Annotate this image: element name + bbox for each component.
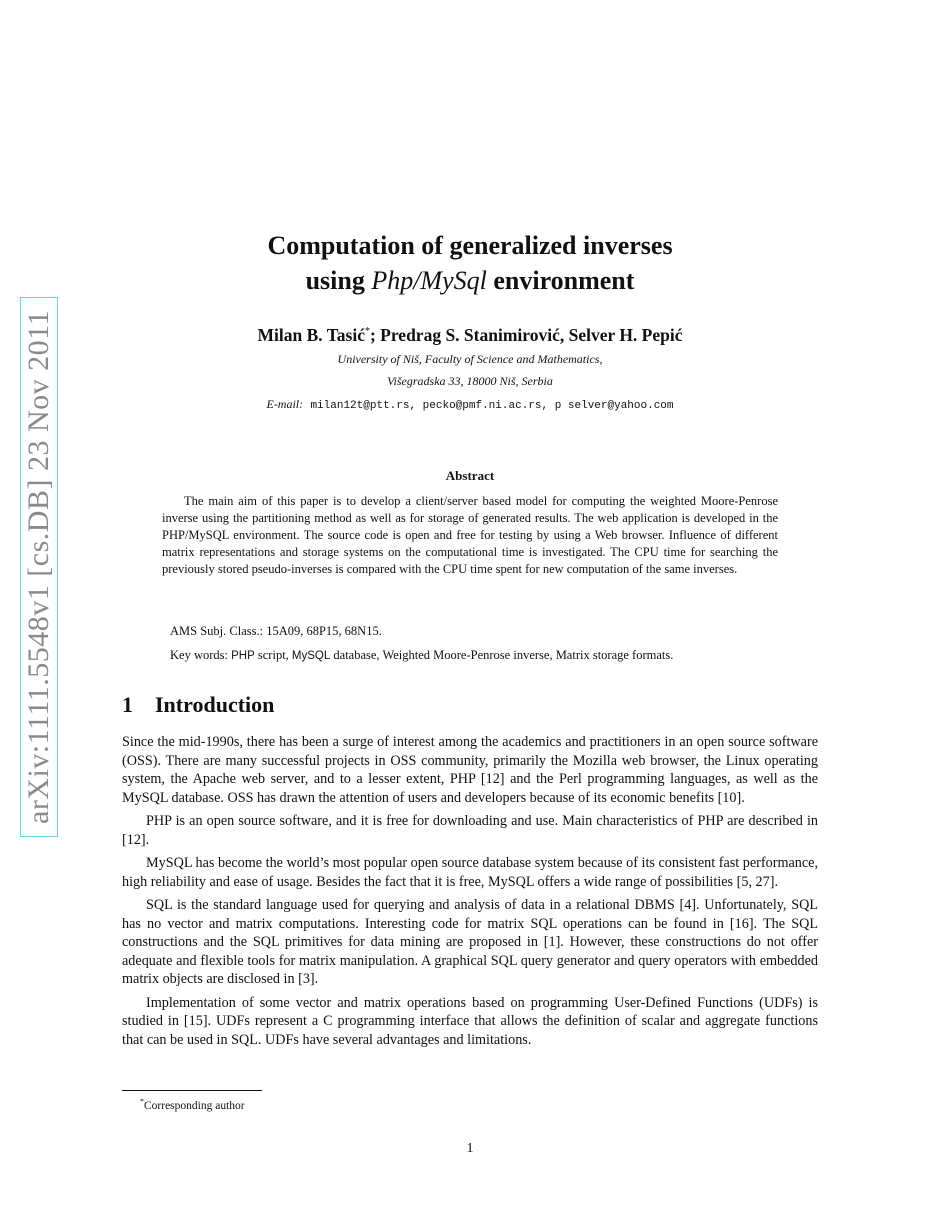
keywords: [170, 648, 780, 663]
paragraph: SQL is the standard language used for querying and analysis of data in a relational DBMS [4]. Unfortunately, SQL has no vector and matrix computations. Interesting code for matrix SQL operations can be found in [16]. The SQL constructions and the SQL primitives for data mining are proposed in [1]. However, these constructions do not offer adequate and flexible tools for matrix manipulation. A graphical SQL query generator and query operators with embedded matrix objects are disclosed in [3].: [122, 897, 818, 987]
page-number: 1: [466, 1141, 474, 1156]
abstract-text: The main aim of this paper is to develop a client/server based model for computing the weighted Moore-Penrose inverse using the partitioning method as well as for storage of generated results. The web application is developed in the PHP/MySQL environment. The source code is open and free for testing by using a Web browser. Influence of different matrix representations and storage systems on the computational time is investigated. The CPU time for searching the previously stored pseudo-inverses is compared with the CPU time spent for new computation of the same inverses.: [162, 494, 778, 576]
section-heading: [122, 692, 274, 718]
footnote-text: Corresponding author: [144, 1099, 245, 1112]
title-line-2-italic: Php/MySql: [371, 266, 487, 295]
affiliation-line-1: University of Niš, Faculty of Science and Mathematics,: [337, 352, 603, 366]
email-label: E-mail:: [266, 397, 304, 411]
title-line-2: [122, 263, 818, 298]
email-addresses: milan12t@ptt.rs, pecko@pmf.ni.ac.rs, p selver@yahoo.com: [310, 400, 674, 412]
keyword-mysql: MySQL: [291, 650, 331, 662]
author-1: Milan B. Tasić: [257, 325, 365, 345]
author-list: [122, 325, 818, 346]
footnote: [140, 1097, 245, 1112]
title-line-2-post: environment: [486, 266, 635, 295]
paragraph: MySQL has become the world’s most popular open source database system because of its consistent fast performance, high reliability and ease of usage. Besides the fact that it is free, MySQL offers a wide range of possibilities [5, 27].: [122, 855, 819, 890]
keywords-rest: database, Weighted Moore-Penrose inverse, Matrix storage formats.: [330, 648, 674, 662]
title-line-1: Computation of generalized inverses: [267, 231, 673, 260]
ams-classification: AMS Subj. Class.: 15A09, 68P15, 68N15.: [170, 624, 382, 638]
corresponding-author-mark[interactable]: *: [364, 326, 370, 338]
affiliation-line-2: Višegradska 33, 18000 Niš, Serbia: [387, 374, 553, 388]
arxiv-stamp[interactable]: [20, 297, 58, 837]
paper-title: [122, 228, 818, 298]
author-rest: ; Predrag S. Stanimirović, Selver H. Pepić: [369, 325, 683, 345]
section-number: 1: [122, 692, 133, 717]
keywords-label: Key words:: [170, 648, 232, 662]
paragraph: Implementation of some vector and matrix operations based on programming User-Defined Functions (UDFs) is studied in [15]. UDFs represent a C programming interface that allows the definition of scalar and aggregate functions that can be used in SQL. UDFs have several advantages and limitations.: [122, 994, 818, 1048]
abstract-heading: Abstract: [445, 468, 495, 483]
keyword-php: PHP: [231, 650, 255, 662]
title-line-2-pre: using: [305, 266, 372, 295]
footnote-divider: [122, 1090, 262, 1091]
section-title: Introduction: [155, 692, 275, 717]
keyword-script: script,: [254, 648, 292, 662]
arxiv-identifier: arXiv:1111.5548v1 [cs.DB] 23 Nov 2011: [22, 310, 55, 824]
paragraph: PHP is an open source software, and it is free for downloading and use. Main characteristics of PHP are described in [12].: [122, 813, 818, 848]
paragraph: Since the mid-1990s, there has been a surge of interest among the academics and practitioners in an open source software (OSS). There are many successful projects in OSS community, primarily the Mozilla web browser, the Linux operating system, the Apache web server, and to a lesser extent, PHP [12] and the Perl programming languages, as well as the MySQL database. OSS has drawn the attention of users and developers because of its economic benefits [10].: [122, 734, 818, 806]
email-line: [122, 397, 818, 412]
footnote-mark: *: [140, 1097, 144, 1106]
introduction-body: [122, 733, 818, 1054]
